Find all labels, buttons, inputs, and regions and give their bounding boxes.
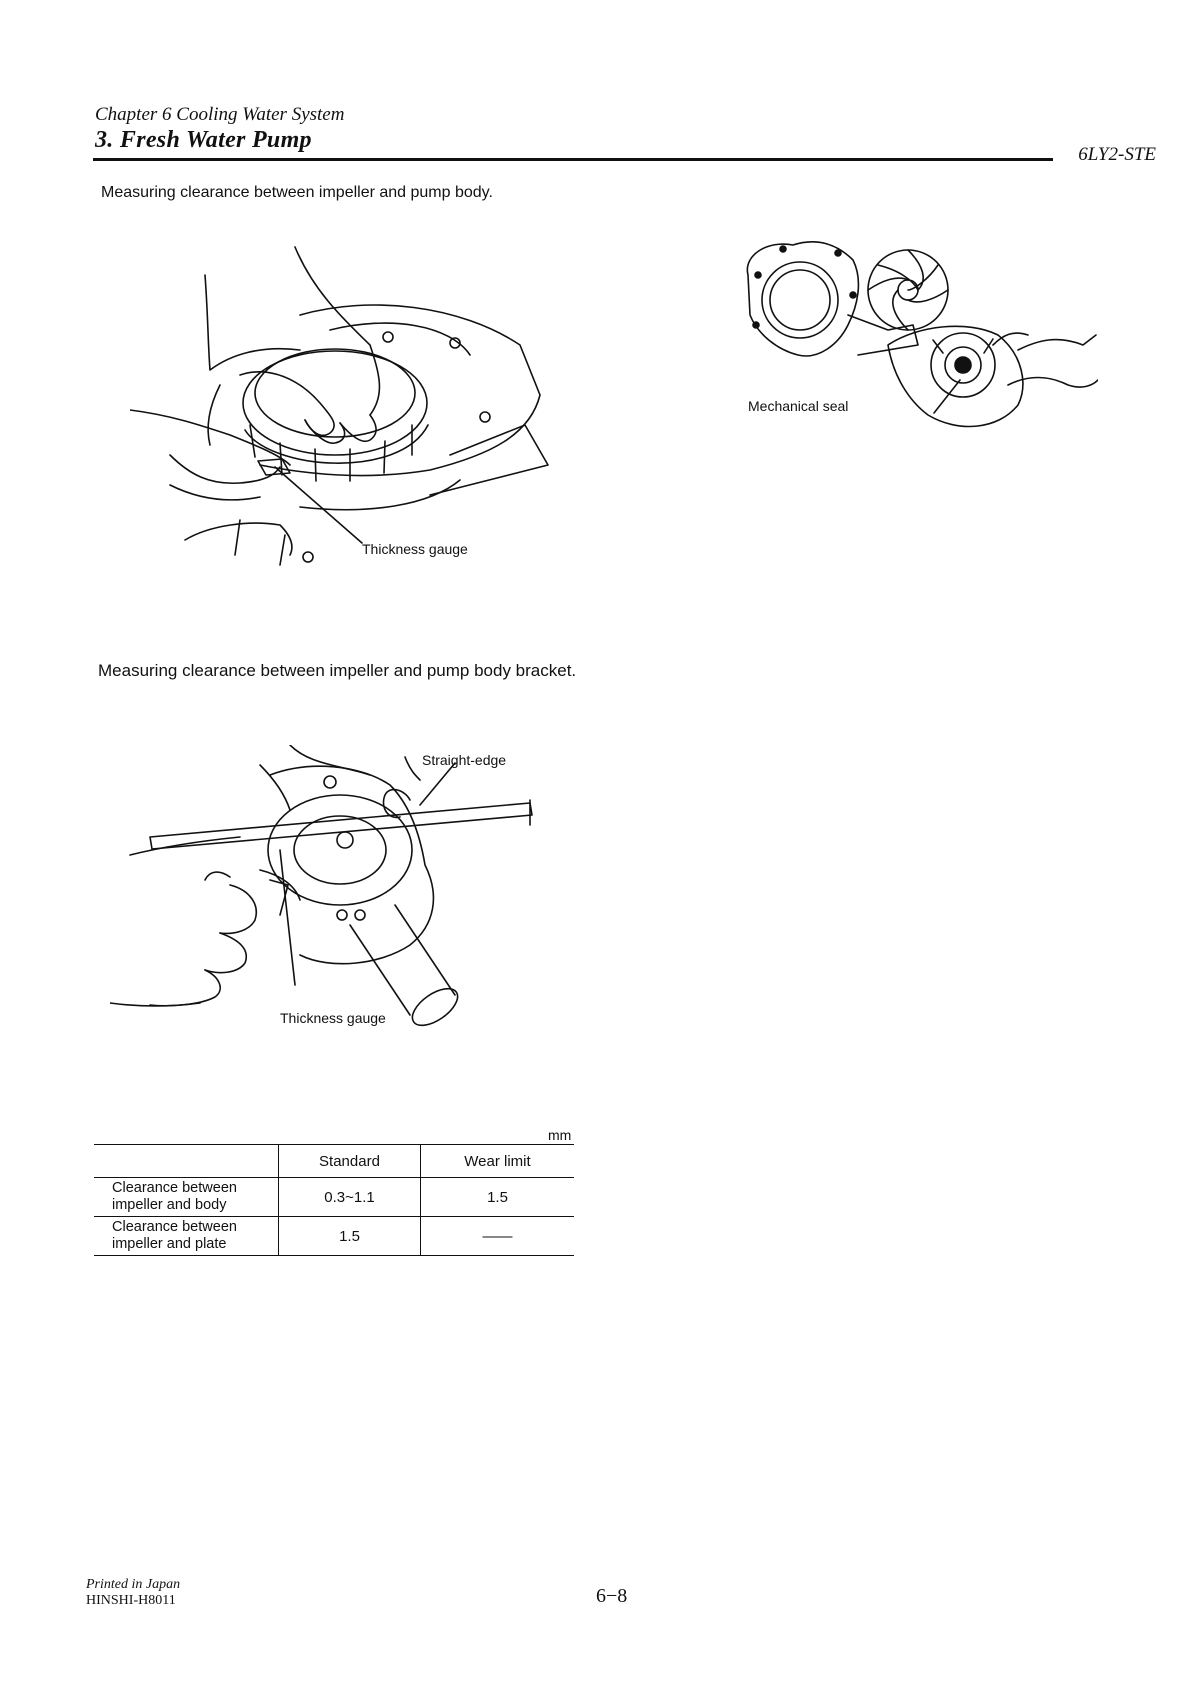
figure-impeller-body [130,235,550,615]
table-header-item [94,1145,279,1178]
page-number: 6−8 [596,1585,628,1607]
model-code: 6LY2-STE [1078,144,1156,165]
table-header-standard: Standard [279,1145,421,1178]
table-cell-standard: 0.3~1.1 [279,1178,421,1217]
table-row [94,1178,574,1217]
caption-body-clearance: Measuring clearance between impeller and pump body. [101,184,493,201]
table-unit: mm [548,1127,572,1143]
fig3-label-mechanical-seal: Mechanical seal [748,398,849,414]
table-cell-item: Clearance between impeller and body [94,1178,279,1217]
table-cell-standard: 1.5 [279,1217,421,1256]
printed-in: Printed in Japan [86,1577,181,1592]
table-cell-wear-limit: 1.5 [420,1178,574,1217]
table-row [94,1217,574,1256]
header-rule [93,158,1053,161]
table-cell-wear-limit: —— [420,1217,574,1256]
table-header-row [94,1145,574,1178]
section-title: 3. Fresh Water Pump [95,127,312,153]
table-cell-item: Clearance between impeller and plate [94,1217,279,1256]
caption-bracket-clearance: Measuring clearance between impeller and pump body bracket. [98,661,577,680]
clearance-table [94,1144,574,1256]
document-code: HINSHI-H8011 [86,1593,176,1608]
chapter-title: Chapter 6 Cooling Water System [95,104,345,125]
fig2-label-straight-edge: Straight-edge [422,752,507,768]
fig1-label-thickness-gauge: Thickness gauge [362,541,468,557]
figure-impeller-bracket [110,745,570,1075]
table-header-wear-limit: Wear limit [420,1145,574,1178]
fig2-label-thickness-gauge: Thickness gauge [280,1010,386,1026]
figure-mechanical-seal [738,235,1098,465]
